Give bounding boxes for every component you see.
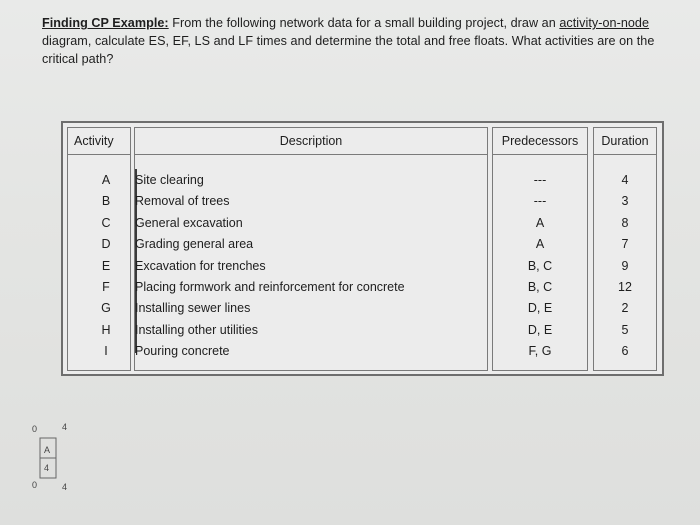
predecessor-cell: D, E	[527, 301, 553, 316]
description-cell: General excavation	[135, 215, 243, 230]
duration-cell: 9	[621, 258, 629, 273]
description-cell: Installing sewer lines	[135, 301, 251, 316]
description-cell: Grading general area	[135, 237, 254, 252]
question-label: Finding CP Example:	[42, 16, 169, 30]
duration-cell: 3	[621, 194, 629, 209]
predecessor-cell: B, C	[527, 258, 553, 273]
predecessor-cell: A	[535, 215, 545, 230]
question-text-part-2: diagram, calculate ES, EF, LS and LF times and determine the total and free floats. What activities are on the critical path?	[42, 34, 655, 66]
activity-cell: G	[101, 301, 111, 316]
predecessor-cell: F, G	[528, 344, 552, 359]
question-text-part-1: From the following network data for a small building project, draw an	[168, 16, 560, 30]
activity-column	[67, 127, 131, 371]
sketch-bottom-left: 0	[32, 480, 38, 490]
header-activity: Activity	[68, 128, 130, 155]
description-cell: Removal of trees	[135, 194, 230, 209]
network-data-table	[61, 121, 664, 376]
activity-cell: F	[102, 279, 110, 294]
description-cell: Excavation for trenches	[135, 258, 266, 273]
description-cell: Installing other utilities	[135, 322, 258, 337]
activity-cell: A	[101, 173, 111, 187]
predecessor-cells	[493, 170, 587, 363]
activity-cell: E	[101, 258, 111, 273]
question-underlined-term: activity-on-node	[559, 16, 650, 30]
header-description: Description	[135, 128, 487, 155]
predecessors-column	[492, 127, 588, 371]
duration-column	[593, 127, 657, 371]
activity-cells	[68, 170, 130, 363]
sketch-top-right: 4	[62, 422, 68, 432]
activity-cell: I	[104, 344, 108, 359]
activity-cell: D	[101, 237, 111, 252]
duration-cell: 7	[621, 237, 629, 252]
handwritten-node-sketch	[28, 418, 88, 498]
predecessor-cell: D, E	[527, 322, 553, 337]
activity-cell: C	[101, 215, 111, 230]
duration-cell: 8	[621, 215, 629, 230]
description-cell: Site clearing	[135, 173, 204, 187]
sketch-top-left: 0	[32, 424, 38, 434]
header-predecessors: Predecessors	[493, 128, 587, 155]
activity-cell: B	[101, 194, 111, 209]
description-cell: Placing formwork and reinforcement for concrete	[135, 279, 405, 294]
duration-cell: 5	[621, 322, 629, 337]
sketch-node-value: 4	[44, 463, 50, 473]
duration-cells	[594, 170, 656, 363]
predecessor-cell: B, C	[527, 279, 553, 294]
duration-cell: 4	[621, 173, 629, 187]
description-cell: Pouring concrete	[135, 344, 230, 359]
description-column	[134, 127, 488, 371]
question-text	[42, 14, 692, 68]
description-cells	[135, 170, 487, 363]
duration-cell: 6	[621, 344, 629, 359]
predecessor-cell: ---	[533, 194, 547, 209]
activity-cell: H	[101, 322, 111, 337]
duration-cell: 12	[618, 279, 632, 294]
predecessor-cell: ---	[533, 173, 547, 187]
sketch-bottom-right: 4	[62, 482, 68, 492]
predecessor-cell: A	[535, 237, 545, 252]
duration-cell: 2	[621, 301, 629, 316]
header-duration: Duration	[594, 128, 656, 155]
sketch-node-label: A	[44, 445, 51, 455]
